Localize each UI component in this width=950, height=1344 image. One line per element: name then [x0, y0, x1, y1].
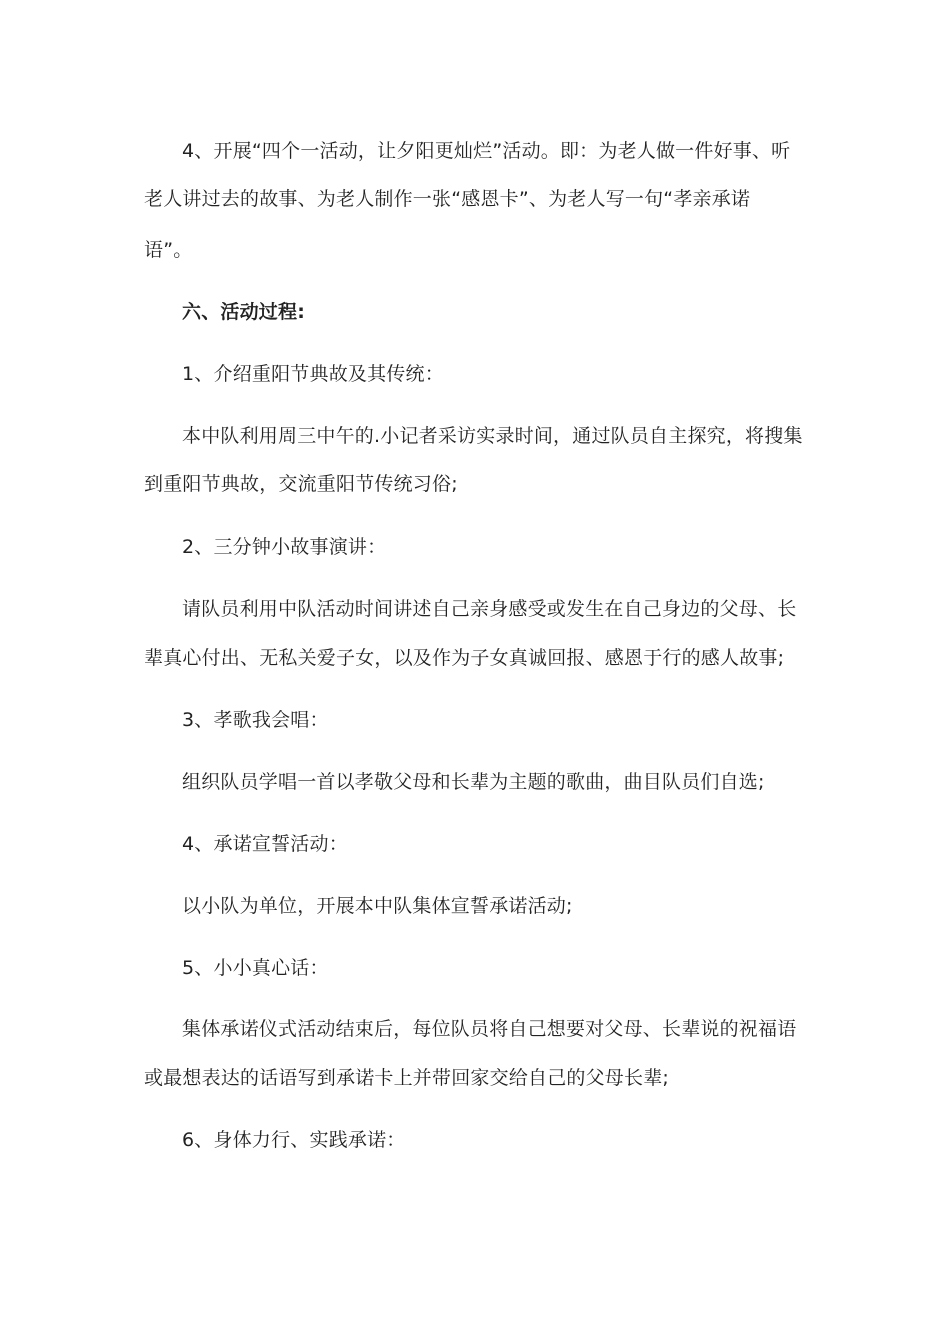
list-item-heading: 3、孝歌我会唱： — [182, 709, 329, 731]
paragraph-line: 或最想表达的话语写到承诺卡上并带回家交给自己的父母长辈; — [144, 1067, 670, 1089]
paragraph-line: 以小队为单位，开展本中队集体宣誓承诺活动; — [182, 895, 573, 917]
paragraph-line: 4、开展“四个一活动，让夕阳更灿烂”活动。即：为老人做一件好事、听 — [182, 140, 791, 162]
paragraph-line: 老人讲过去的故事、为老人制作一张“感恩卡”、为老人写一句“孝亲承诺 — [144, 188, 751, 210]
paragraph-line: 组织队员学唱一首以孝敬父母和长辈为主题的歌曲，曲目队员们自选; — [182, 771, 765, 793]
paragraph-line: 集体承诺仪式活动结束后，每位队员将自己想要对父母、长辈说的祝福语 — [182, 1018, 797, 1040]
list-item-heading: 1、介绍重阳节典故及其传统： — [182, 363, 444, 385]
list-item-heading: 6、身体力行、实践承诺： — [182, 1129, 406, 1151]
list-item-heading: 5、小小真心话： — [182, 957, 329, 979]
section-heading: 六、活动过程: — [182, 301, 305, 323]
paragraph-line: 到重阳节典故，交流重阳节传统习俗; — [144, 473, 458, 495]
list-item-heading: 4、承诺宣誓活动： — [182, 833, 348, 855]
paragraph-line: 本中队利用周三中午的.小记者采访实录时间，通过队员自主探究，将搜集 — [182, 425, 803, 447]
paragraph-line: 辈真心付出、无私关爱子女，以及作为子女真诚回报、感恩于行的感人故事; — [144, 647, 785, 669]
paragraph-line: 语”。 — [144, 239, 193, 261]
list-item-heading: 2、三分钟小故事演讲： — [182, 536, 387, 558]
paragraph-line: 请队员利用中队活动时间讲述自己亲身感受或发生在自己身边的父母、长 — [182, 598, 797, 620]
